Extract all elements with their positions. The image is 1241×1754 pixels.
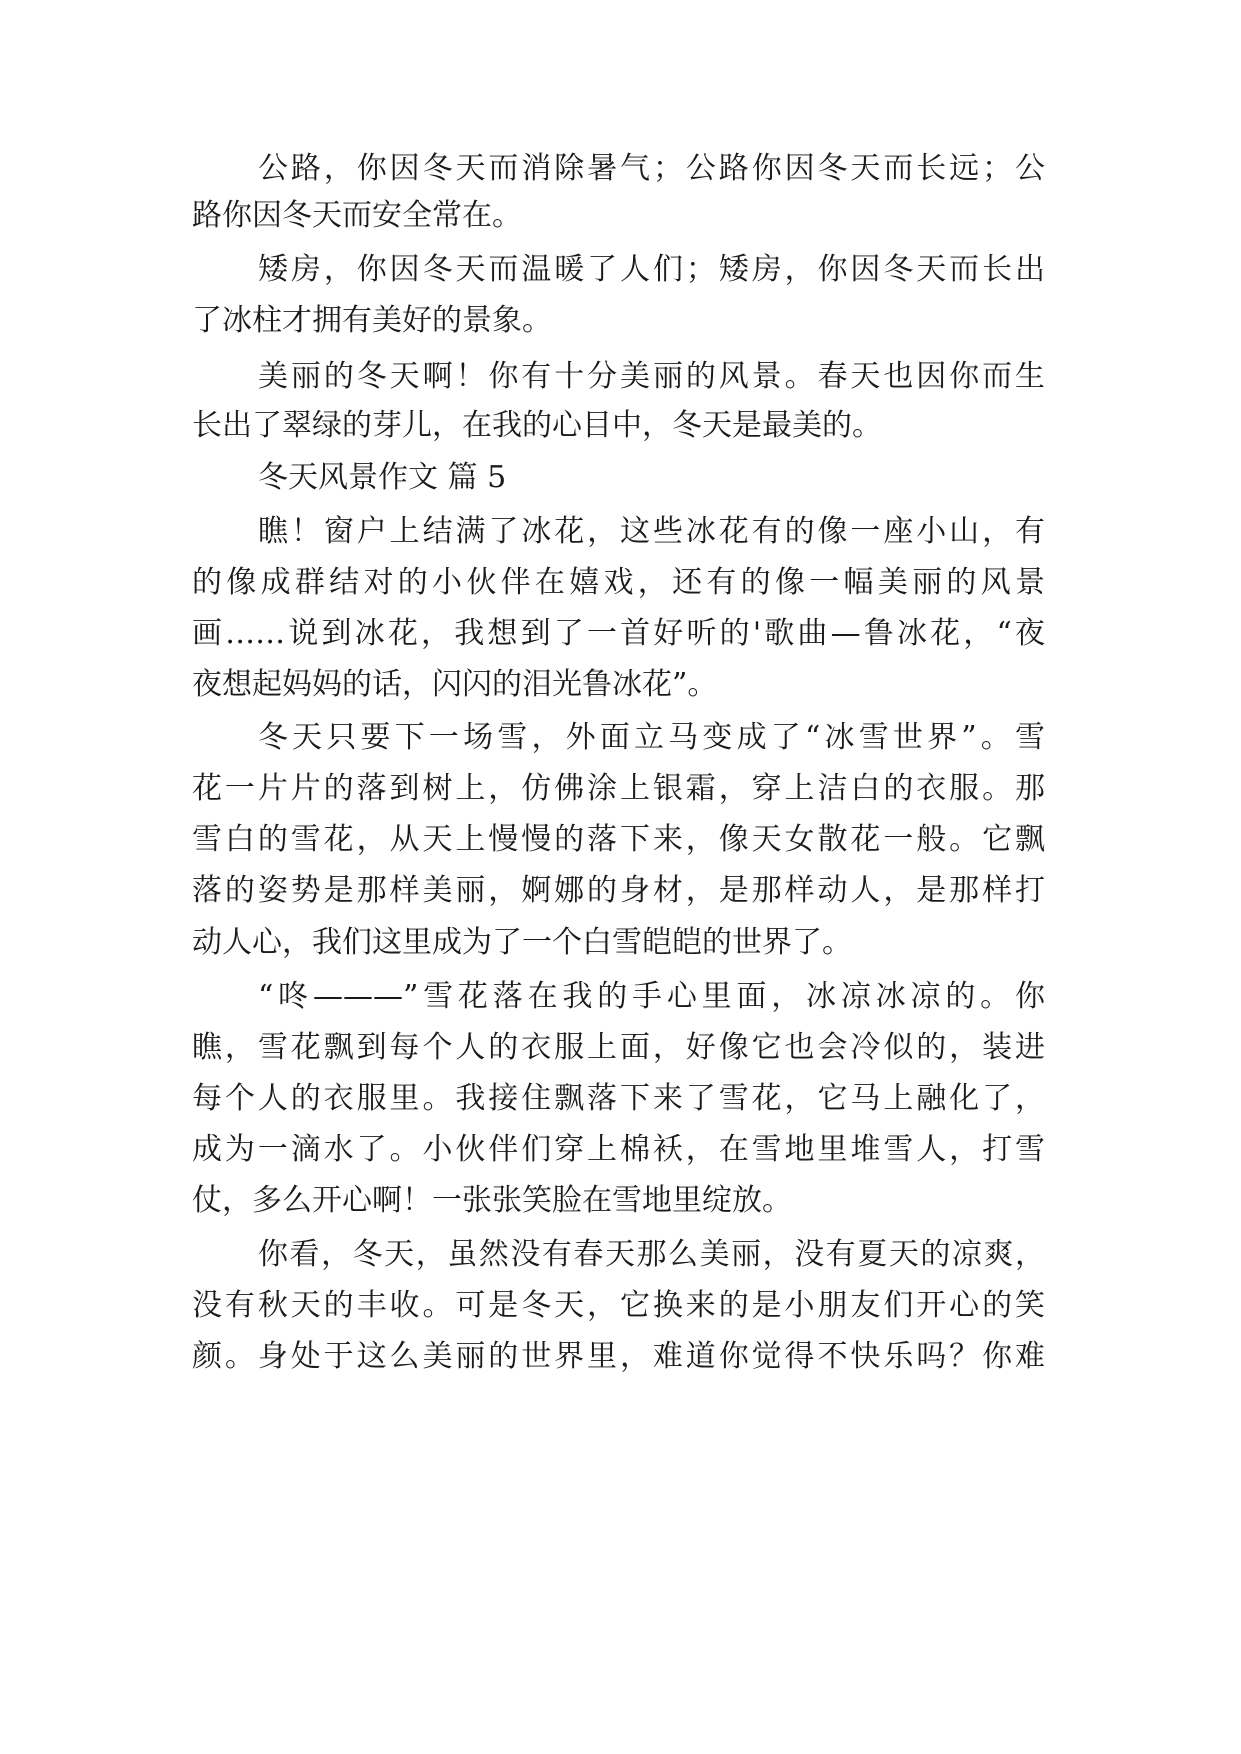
text-line-15: 落的姿势是那样美丽，婀娜的身材，是那样动人，是那样打	[192, 873, 1045, 908]
text-line-6: 长出了翠绿的芽儿，在我的心目中，冬天是最美的。	[192, 408, 882, 443]
text-line-21: 仗，多么开心啊！一张张笑脸在雪地里绽放。	[192, 1183, 792, 1218]
text-line-1: 公路，你因冬天而消除暑气；公路你因冬天而长远；公	[258, 151, 1045, 186]
text-line-13: 花一片片的落到树上，仿佛涂上银霜，穿上洁白的衣服。那	[192, 771, 1045, 806]
section-heading: 冬天风景作文 篇 5	[258, 460, 507, 495]
text-line-23: 没有秋天的丰收。可是冬天，它换来的是小朋友们开心的笑	[192, 1288, 1045, 1323]
text-line-12: 冬天只要下一场雪，外面立马变成了“冰雪世界”。雪	[258, 720, 1045, 755]
text-line-5: 美丽的冬天啊！你有十分美丽的风景。春天也因你而生	[258, 359, 1045, 394]
text-line-14: 雪白的雪花，从天上慢慢的落下来，像天女散花一般。它飘	[192, 822, 1045, 857]
text-line-10: 画……说到冰花，我想到了一首好听的'歌曲—鲁冰花，“夜	[192, 616, 1045, 651]
text-line-17: “咚———”雪花落在我的手心里面，冰凉冰凉的。你	[258, 979, 1045, 1014]
text-line-11: 夜想起妈妈的话，闪闪的泪光鲁冰花”。	[192, 667, 718, 702]
text-line-22: 你看，冬天，虽然没有春天那么美丽，没有夏天的凉爽，	[258, 1237, 1045, 1272]
text-line-20: 成为一滴水了。小伙伴们穿上棉袄，在雪地里堆雪人，打雪	[192, 1132, 1045, 1167]
text-line-24: 颜。身处于这么美丽的世界里，难道你觉得不快乐吗？你难	[192, 1339, 1045, 1374]
text-line-3: 矮房，你因冬天而温暖了人们；矮房，你因冬天而长出	[258, 252, 1045, 287]
text-line-18: 瞧，雪花飘到每个人的衣服上面，好像它也会冷似的，装进	[192, 1030, 1045, 1065]
text-line-2: 路你因冬天而安全常在。	[192, 198, 522, 233]
text-line-19: 每个人的衣服里。我接住飘落下来了雪花，它马上融化了，	[192, 1081, 1045, 1116]
text-line-4: 了冰柱才拥有美好的景象。	[192, 303, 552, 338]
text-line-9: 的像成群结对的小伙伴在嬉戏，还有的像一幅美丽的风景	[192, 565, 1045, 600]
text-line-16: 动人心，我们这里成为了一个白雪皑皑的世界了。	[192, 925, 852, 960]
text-line-8: 瞧！窗户上结满了冰花，这些冰花有的像一座小山，有	[258, 514, 1045, 549]
